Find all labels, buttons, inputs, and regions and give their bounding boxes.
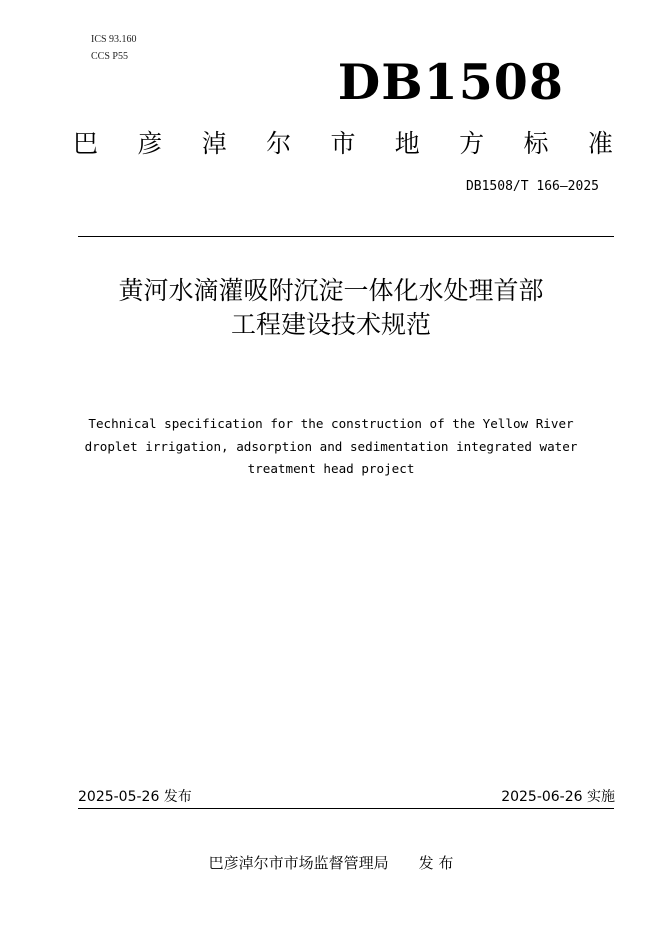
english-title — [40, 413, 622, 481]
standard-type-char: 方 — [459, 129, 485, 158]
issue-date: 2025-05-26 发布 — [78, 789, 192, 805]
publisher-name: 巴彦淖尔市市场监督管理局 — [208, 854, 389, 872]
ics-code: ICS 93.160 — [91, 34, 137, 45]
standard-number: DB1508/T 166—2025 — [465, 179, 599, 194]
db-standard-code: DB1508 — [337, 53, 564, 111]
standard-type-char: 巴 — [73, 129, 99, 158]
chinese-title-line: 黄河水滴灌吸附沉淀一体化水处理首部 — [118, 276, 544, 305]
standard-type-char: 准 — [587, 129, 613, 158]
standard-type-char: 尔 — [266, 129, 292, 158]
standard-type-char: 标 — [523, 129, 549, 158]
ccs-code: CCS P55 — [91, 51, 128, 62]
publisher-action: 发 布 — [418, 854, 454, 872]
chinese-title-line: 工程建设技术规范 — [230, 310, 431, 339]
standard-type-char: 地 — [394, 129, 420, 158]
implementation-date: 2025-06-26 实施 — [501, 789, 615, 805]
publisher-line — [0, 853, 662, 873]
chinese-title — [40, 274, 622, 342]
english-title-line: treatment head project — [247, 461, 415, 476]
standard-type-char: 淖 — [201, 129, 227, 158]
bottom-divider — [78, 808, 614, 809]
standard-type-char: 彦 — [137, 129, 163, 158]
top-divider — [78, 236, 614, 237]
english-title-line: droplet irrigation, adsorption and sedimentation integrated water — [84, 438, 578, 454]
english-title-line: Technical specification for the construction of the Yellow River — [88, 416, 574, 431]
standard-type-char: 市 — [330, 129, 356, 158]
standard-type — [73, 128, 613, 160]
